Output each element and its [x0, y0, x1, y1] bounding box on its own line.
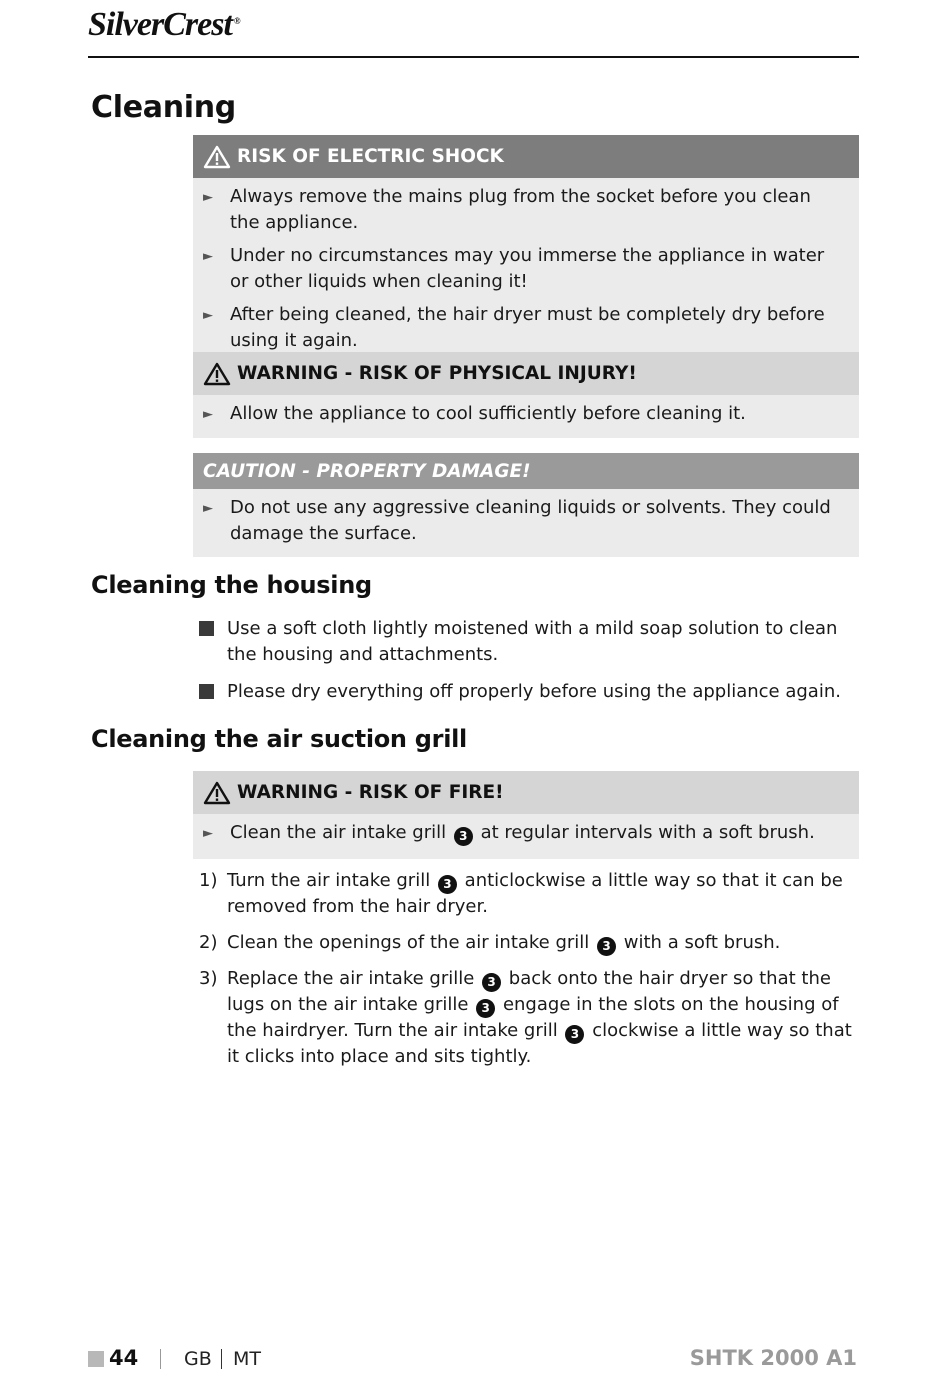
list-item: ► Do not use any aggressive cleaning liquids or solvents. They could damage the surface.	[203, 495, 845, 547]
language-code: MT	[233, 1348, 261, 1370]
square-bullet-icon	[199, 684, 214, 699]
reference-number-badge: 3	[438, 875, 457, 894]
property-damage-box	[193, 453, 859, 557]
arrow-bullet-icon: ►	[203, 826, 213, 841]
housing-list	[199, 616, 861, 716]
arrow-bullet-icon: ►	[203, 190, 213, 205]
section-heading-grill: Cleaning the air suction grill	[91, 725, 467, 753]
arrow-bullet-icon: ►	[203, 308, 213, 323]
list-item: Please dry everything off properly before using the appliance again.	[199, 679, 861, 705]
warning-triangle-icon	[203, 781, 231, 805]
reference-number-badge: 3	[565, 1025, 584, 1044]
model-number: SHTK 2000 A1	[689, 1346, 857, 1370]
arrow-bullet-icon: ►	[203, 249, 213, 264]
list-item: ► Allow the appliance to cool sufficiently before cleaning it.	[203, 401, 845, 428]
physical-injury-box	[193, 352, 859, 438]
footer-divider	[221, 1349, 222, 1369]
footer-divider	[160, 1349, 161, 1369]
list-item: ► Under no circumstances may you immerse the appliance in water or other liquids when cleaning it!	[203, 243, 845, 295]
list-item: 3) Replace the air intake grille 3 back onto the hair dryer so that the lugs on the air intake grille 3 engage in the slots on the housing of the hairdryer. Turn the air intake grill 3 clockwise a little way so that it clicks into place and sits tightly.	[199, 968, 852, 1067]
brand-logo: SilverCrest ®	[88, 6, 240, 43]
header-rule	[88, 56, 859, 58]
fire-risk-heading: WARNING - RISK OF FIRE!	[193, 771, 859, 814]
property-damage-heading: CAUTION - PROPERTY DAMAGE!	[193, 453, 859, 489]
list-item: ► Always remove the mains plug from the socket before you clean the appliance.	[203, 184, 845, 236]
arrow-bullet-icon: ►	[203, 407, 213, 422]
page-number: 44	[109, 1346, 139, 1370]
warning-triangle-icon	[203, 145, 231, 169]
page-title: Cleaning	[91, 90, 236, 125]
list-item: ► Clean the air intake grill 3 at regular intervals with a soft brush.	[203, 820, 845, 847]
reference-number-badge: 3	[482, 973, 501, 992]
physical-injury-heading: WARNING - RISK OF PHYSICAL INJURY!	[193, 352, 859, 395]
page-footer	[88, 1346, 859, 1374]
reference-number-badge: 3	[597, 937, 616, 956]
reference-number-badge: 3	[454, 827, 473, 846]
list-item: ► After being cleaned, the hair dryer must be completely dry before using it again.	[203, 302, 845, 354]
electric-shock-box	[193, 135, 859, 364]
section-heading-housing: Cleaning the housing	[91, 571, 372, 599]
fire-risk-box	[193, 771, 859, 859]
list-item: 1) Turn the air intake grill 3 anticlockwise a little way so that it can be removed from the hair dryer.	[199, 870, 843, 917]
list-item: 2) Clean the openings of the air intake grill 3 with a soft brush.	[199, 930, 861, 956]
warning-triangle-icon	[203, 362, 231, 386]
arrow-bullet-icon: ►	[203, 501, 213, 516]
footer-square-icon	[88, 1351, 104, 1367]
language-code: GB	[184, 1348, 212, 1370]
reference-number-badge: 3	[476, 999, 495, 1018]
list-item: Use a soft cloth lightly moistened with a mild soap solution to clean the housing and attachments.	[199, 616, 861, 668]
grill-steps-list	[199, 868, 861, 1080]
square-bullet-icon	[199, 621, 214, 636]
electric-shock-heading: RISK OF ELECTRIC SHOCK	[193, 135, 859, 178]
